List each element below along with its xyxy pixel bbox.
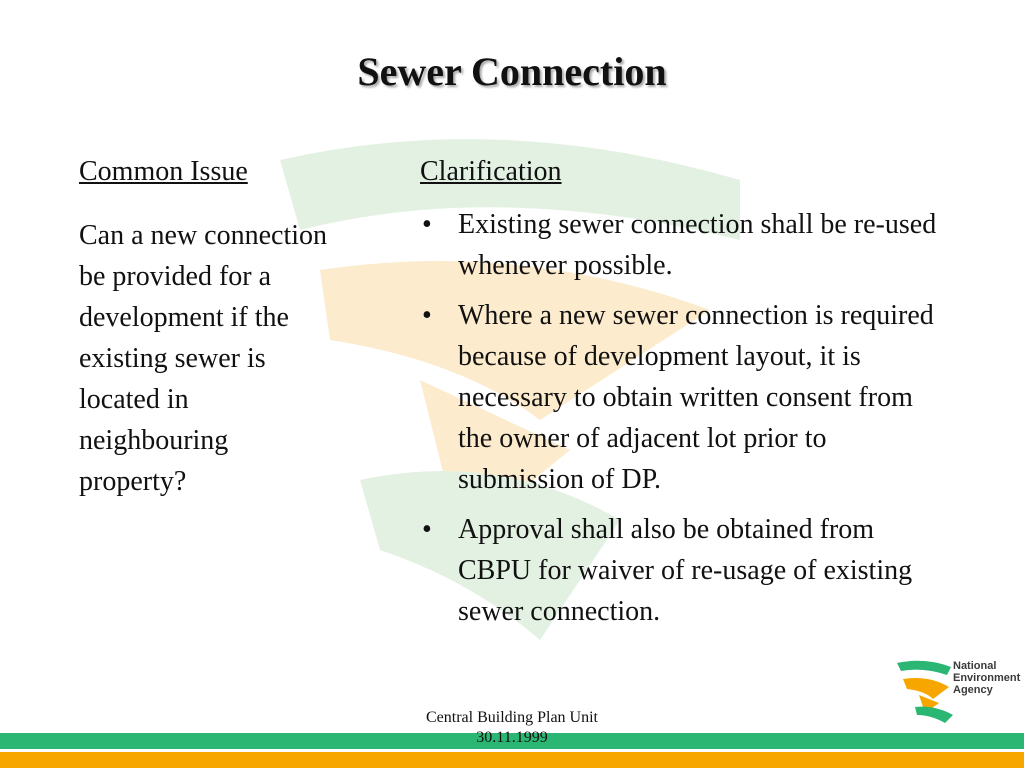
bullet-icon: •: [422, 209, 432, 240]
footer-unit: Central Building Plan Unit: [426, 709, 598, 726]
clarification-text: Approval shall also be obtained from CBPU for waiver of re-usage of existing sewer connection.: [458, 514, 913, 627]
logo-line: National: [953, 660, 997, 672]
clarification-heading: Clarification: [420, 156, 562, 187]
clarification-text: Existing sewer connection shall be re-used whenever possible.: [458, 209, 937, 281]
common-issue-heading: Common Issue: [79, 156, 248, 187]
clarification-item: [420, 204, 945, 286]
clarification-item: [420, 509, 945, 632]
clarification-item: [420, 295, 945, 500]
clarification-text: Where a new sewer connection is required because of development layout, it is necessary to obtain written consent from the owner of adjacent lot prior to submission of DP.: [458, 300, 934, 495]
clarification-list: [420, 204, 945, 641]
logo-line: Agency: [953, 684, 993, 696]
bullet-icon: •: [422, 300, 432, 331]
footer-date: 30.11.1999: [476, 729, 548, 746]
bullet-icon: •: [422, 514, 432, 545]
footer: [0, 708, 1024, 748]
logo-line: Environment: [953, 672, 1021, 684]
footer-orange-bar: [0, 752, 1024, 768]
slide-title: Sewer Connection: [357, 49, 667, 94]
common-issue-question: Can a new connection be provided for a development if the existing sewer is located in neighbouring property?: [79, 220, 328, 497]
agency-logo-text: [953, 660, 1020, 696]
